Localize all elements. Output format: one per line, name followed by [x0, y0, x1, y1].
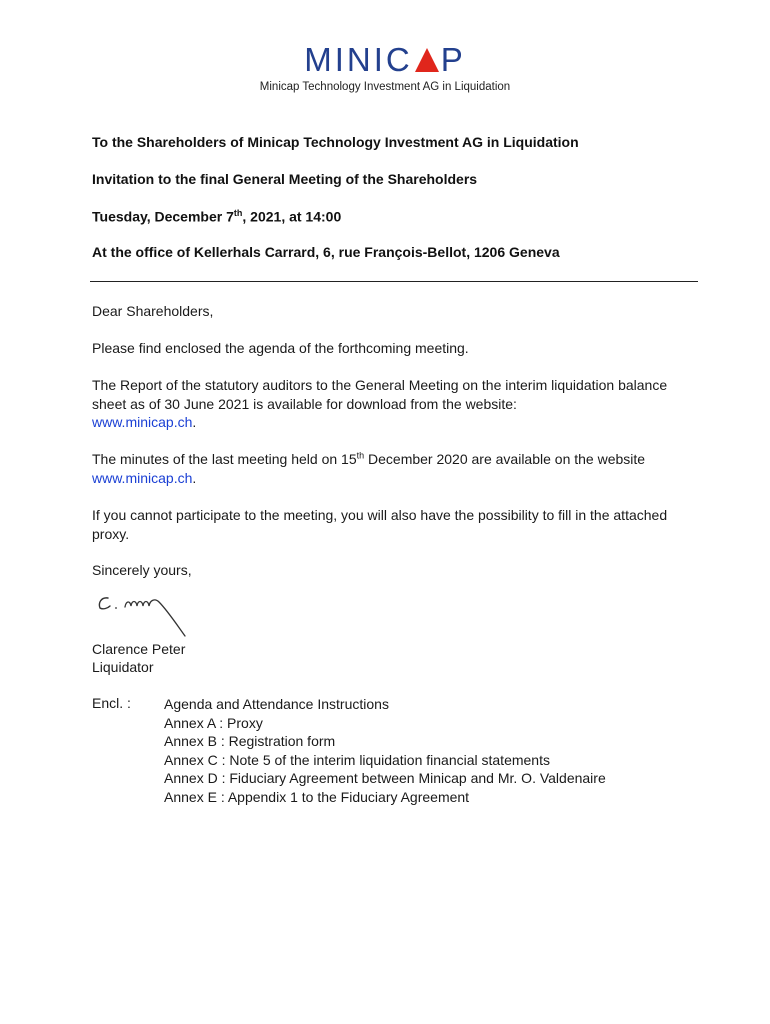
paragraph-proxy: If you cannot participate to the meeting, you will also have the possibility to fill in the attached proxy.: [92, 507, 668, 542]
minutes-text-2: December 2020 are available on the website: [364, 451, 646, 467]
report-text: The Report of the statutory auditors to the General Meeting on the interim liquidation balance sheet as of 30 June 2021 is available for download from the website:: [92, 377, 668, 412]
divider-line: [90, 281, 698, 282]
list-item: Agenda and Attendance Instructions: [164, 696, 389, 712]
date-text: Tuesday, December 7: [92, 208, 234, 225]
website-link-2[interactable]: www.minicap.ch: [92, 469, 193, 486]
enclosures-list: [164, 695, 606, 806]
heading-location: At the office of Kellerhals Carrard, 6, rue François-Bellot, 1206 Geneva: [92, 244, 560, 260]
signer-title: Liquidator: [92, 659, 154, 675]
signer-name: Clarence Peter: [92, 641, 186, 657]
logo-text-left: MINIC: [304, 41, 413, 78]
closing: Sincerely yours,: [92, 562, 192, 578]
minutes-end: .: [192, 469, 197, 486]
heading-invitation: Invitation to the final General Meeting of the Shareholders: [92, 171, 478, 187]
paragraph-agenda: Please find enclosed the agenda of the forthcoming meeting.: [92, 340, 469, 356]
greeting: Dear Shareholders,: [92, 303, 214, 319]
date-suffix: th: [233, 208, 243, 218]
company-subtitle: Minicap Technology Investment AG in Liquidation: [259, 81, 511, 93]
date-time: , 2021, at 14:00: [242, 208, 342, 225]
enclosures-label: Encl. :: [92, 695, 131, 711]
list-item: Annex C : Note 5 of the interim liquidation financial statements: [164, 751, 550, 768]
list-item: Annex D : Fiduciary Agreement between Minicap and Mr. O. Valdenaire: [164, 770, 606, 786]
logo-text-right: P: [440, 41, 466, 78]
paragraph-minutes: [92, 450, 692, 487]
list-item: Annex B : Registration form: [164, 733, 336, 749]
logo-triangle-icon: [414, 47, 440, 73]
minutes-text: The minutes of the last meeting held on 15: [92, 451, 357, 467]
paragraph-report: [92, 376, 692, 432]
minicap-logo: [0, 40, 770, 80]
heading-addressee: To the Shareholders of Minicap Technology Investment AG in Liquidation: [92, 134, 579, 150]
list-item: Annex A : Proxy: [164, 714, 263, 731]
heading-date: [92, 208, 341, 225]
minutes-suffix: th: [356, 450, 365, 461]
signature-image: [95, 592, 195, 640]
list-item: Annex E : Appendix 1 to the Fiduciary Agreement: [164, 788, 470, 805]
report-end: .: [192, 414, 197, 430]
website-link[interactable]: www.minicap.ch: [92, 414, 193, 430]
